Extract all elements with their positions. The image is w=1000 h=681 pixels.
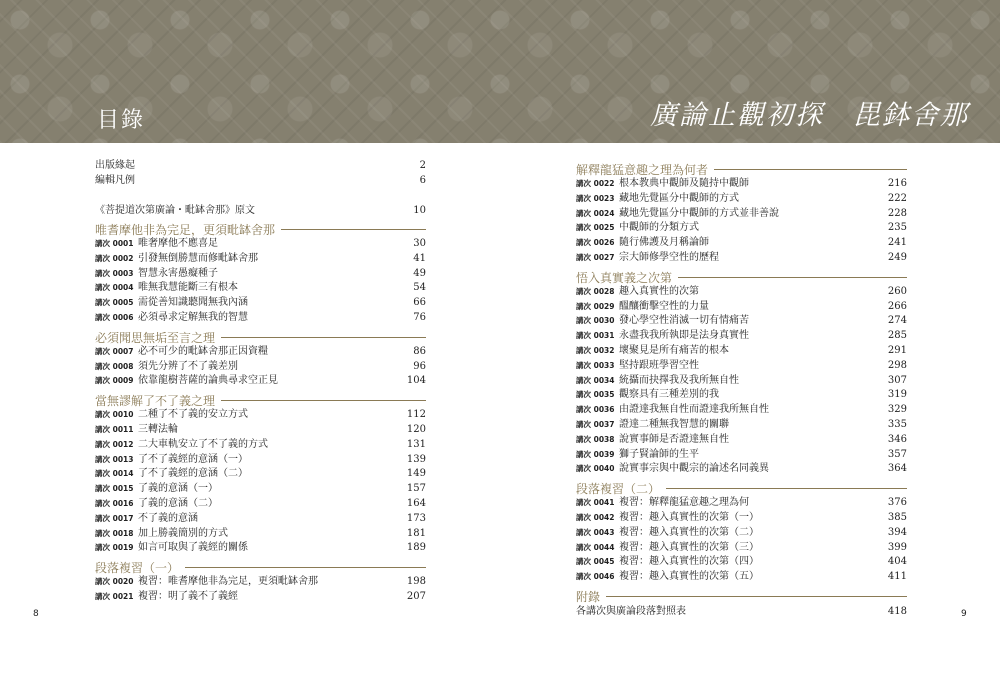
entry-page: 235	[887, 222, 907, 234]
entry-title: 複習：趣入真實性的次第（三）	[619, 541, 759, 553]
toc-entry[interactable]	[95, 438, 426, 453]
toc-entry[interactable]	[576, 314, 907, 329]
front-item-page: 2	[419, 160, 426, 171]
entry-title: 統攝而抉擇我及我所無自性	[619, 374, 739, 386]
toc-entry[interactable]	[95, 527, 426, 542]
toc-entry[interactable]	[95, 590, 426, 605]
toc-entry[interactable]	[95, 423, 426, 438]
toc-entry[interactable]	[576, 511, 907, 526]
entry-number: 講次 0036	[576, 405, 615, 415]
entry-page: 291	[887, 344, 907, 356]
toc-title: 目錄	[97, 108, 146, 133]
entry-title: 藏地先覺區分中觀師的方式並非善說	[619, 207, 779, 219]
entry-title: 了義的意涵（二）	[138, 497, 218, 509]
section-title: 段落複習（二）	[576, 482, 666, 496]
header-banner	[0, 0, 1000, 143]
front-item[interactable]	[95, 158, 426, 173]
toc-entry[interactable]	[576, 177, 907, 192]
entry-number: 講次 0013	[95, 454, 134, 464]
entry-number: 講次 0014	[95, 469, 134, 479]
entry-page: 329	[887, 404, 907, 416]
entry-number: 講次 0006	[95, 312, 134, 322]
entry-number: 講次 0023	[576, 193, 615, 203]
toc-entry[interactable]	[576, 329, 907, 344]
entry-number: 講次 0029	[576, 301, 615, 311]
left-toc-column	[95, 158, 426, 605]
entry-number: 講次 0034	[576, 375, 615, 385]
section-title: 唯耆摩他非為完足，更須毗缽舍那	[95, 223, 281, 237]
entry-page: 173	[406, 512, 426, 524]
toc-entry[interactable]	[95, 296, 426, 311]
entry-title: 了義的意涵（一）	[138, 483, 218, 495]
entry-page: 364	[887, 463, 907, 475]
toc-entry[interactable]	[95, 541, 426, 556]
section-title: 段落複習（一）	[95, 561, 185, 575]
toc-entry[interactable]	[576, 526, 907, 541]
entry-page: 76	[413, 311, 426, 323]
entry-number: 講次 0025	[576, 223, 615, 233]
entry-title: 壞聚見是所有痛苦的根本	[619, 344, 729, 356]
toc-entry[interactable]	[576, 541, 907, 556]
section-heading	[95, 390, 426, 408]
entry-number: 講次 0041	[576, 498, 615, 508]
entry-number: 講次 0017	[95, 513, 134, 523]
toc-entry[interactable]	[95, 360, 426, 375]
entry-page: 149	[406, 468, 426, 480]
entry-page: 49	[413, 267, 426, 279]
entry-title: 依靠龍樹菩薩的論典尋求空正見	[138, 375, 278, 387]
toc-entry[interactable]	[576, 359, 907, 374]
entry-title: 了不了義經的意涵（一）	[138, 453, 248, 465]
toc-entry[interactable]	[576, 221, 907, 236]
calligraphy-title: 廣論止觀初探 毘鉢舍那	[650, 100, 969, 131]
toc-entry[interactable]	[95, 408, 426, 423]
entry-title: 複習：趣入真實性的次第（一）	[619, 511, 759, 523]
toc-entry[interactable]	[95, 281, 426, 296]
entry-number: 講次 0031	[576, 331, 615, 341]
entry-title: 觀察具有三種差別的我	[619, 389, 719, 401]
entry-number: 講次 0018	[95, 528, 134, 538]
entry-title: 不了義的意涵	[138, 512, 198, 524]
section-heading	[576, 586, 907, 604]
entry-number: 講次 0045	[576, 557, 615, 567]
entry-number: 講次 0037	[576, 419, 615, 429]
section-title: 當無謬解了不了義之理	[95, 394, 221, 408]
entry-title: 複習：解釋龍猛意趣之理為何	[619, 497, 749, 509]
toc-entry[interactable]	[95, 374, 426, 389]
toc-entry[interactable]	[95, 467, 426, 482]
entry-title: 必須尋求定解無我的智慧	[138, 311, 248, 323]
entry-page: 319	[887, 389, 907, 401]
toc-entry[interactable]	[95, 512, 426, 527]
entry-title: 複習：明了義不了義經	[138, 590, 238, 602]
toc-entry[interactable]	[576, 192, 907, 207]
entry-page: 189	[406, 542, 426, 554]
entry-title: 說實事宗與中觀宗的論述名同義異	[619, 463, 769, 475]
toc-entry[interactable]	[576, 344, 907, 359]
toc-entry[interactable]	[95, 267, 426, 282]
entry-page: 139	[406, 453, 426, 465]
toc-entry[interactable]	[576, 207, 907, 222]
entry-page: 285	[887, 330, 907, 342]
right-sections	[576, 159, 907, 604]
entry-page: 86	[413, 345, 426, 357]
section-heading	[95, 327, 426, 345]
entry-page: 241	[887, 237, 907, 249]
section-rule	[576, 596, 907, 597]
entry-page: 376	[887, 497, 907, 509]
entry-page: 260	[887, 285, 907, 297]
page-number-right: 9	[961, 609, 967, 619]
entry-number: 講次 0042	[576, 512, 615, 522]
entry-number: 講次 0039	[576, 449, 615, 459]
entry-page: 385	[887, 511, 907, 523]
entry-number: 講次 0005	[95, 298, 134, 308]
toc-entry[interactable]	[95, 575, 426, 590]
entry-page: 399	[887, 541, 907, 553]
entry-number: 講次 0026	[576, 238, 615, 248]
front-item-title: 編輯凡例	[95, 175, 135, 186]
entry-title: 醞釀衝擊空性的力量	[619, 300, 709, 312]
entry-number: 講次 0003	[95, 268, 134, 278]
section-heading	[576, 478, 907, 496]
entry-title: 藏地先覺區分中觀師的方式	[619, 192, 739, 204]
entry-number: 講次 0009	[95, 376, 134, 386]
entry-page: 274	[887, 315, 907, 327]
toc-entry[interactable]	[576, 418, 907, 433]
entry-page: 411	[887, 571, 907, 583]
toc-entry[interactable]	[95, 252, 426, 267]
entry-title: 宗大師修學空性的歷程	[619, 251, 719, 263]
entry-title: 證達二種無我智慧的關聯	[619, 418, 729, 430]
toc-entry[interactable]	[576, 374, 907, 389]
section-heading	[95, 557, 426, 575]
toc-entry[interactable]	[576, 433, 907, 448]
left-sections	[95, 219, 426, 605]
entry-number: 講次 0024	[576, 208, 615, 218]
entry-number: 講次 0020	[95, 577, 134, 587]
toc-entry[interactable]	[95, 345, 426, 360]
entry-title: 引發無倒勝慧而修毗缽舍那	[138, 252, 258, 264]
section-title: 悟入真實義之次第	[576, 271, 678, 285]
entry-title: 二種了不了義的安立方式	[138, 409, 248, 421]
toc-entry[interactable]	[576, 285, 907, 300]
section-title: 附錄	[576, 590, 606, 604]
entry-page: 357	[887, 448, 907, 460]
entry-number: 講次 0033	[576, 360, 615, 370]
toc-entry[interactable]	[576, 555, 907, 570]
entry-page: 335	[887, 418, 907, 430]
entry-title: 須先分辨了不了義差別	[138, 360, 238, 372]
entry-number: 講次 0010	[95, 410, 134, 420]
page-number-left: 8	[33, 609, 39, 619]
toc-entry[interactable]	[576, 403, 907, 418]
entry-title: 加上勝義簡別的方式	[138, 527, 228, 539]
entry-title: 如言可取與了義經的關係	[138, 542, 248, 554]
appendix-item-title: 各講次與廣論段落對照表	[576, 605, 686, 617]
toc-entry[interactable]	[576, 448, 907, 463]
entry-page: 198	[406, 576, 426, 588]
toc-entry[interactable]	[576, 236, 907, 251]
entry-number: 講次 0002	[95, 253, 134, 263]
entry-title: 複習：唯耆摩他非為完足，更須毗缽舍那	[138, 576, 318, 588]
entry-page: 54	[413, 282, 426, 294]
entry-title: 說實事師是否證達無自性	[619, 433, 729, 445]
toc-entry[interactable]	[576, 300, 907, 315]
front-item-title: 出版緣起	[95, 160, 135, 171]
toc-entry[interactable]	[95, 311, 426, 326]
original-text-item[interactable]	[95, 203, 426, 218]
entry-title: 必不可少的毗缽舍那正因資糧	[138, 345, 268, 357]
entry-number: 講次 0001	[95, 239, 134, 248]
section-heading	[95, 219, 426, 237]
entry-page: 404	[887, 556, 907, 568]
toc-entry[interactable]	[95, 453, 426, 468]
original-text-title: 《菩提道次第廣論・毗缽舍那》原文	[95, 205, 255, 216]
entry-number: 講次 0032	[576, 345, 615, 355]
section-heading	[576, 159, 907, 177]
entry-number: 講次 0011	[95, 424, 134, 434]
entry-number: 講次 0038	[576, 434, 615, 444]
entry-number: 講次 0027	[576, 252, 615, 262]
entry-number: 講次 0022	[576, 179, 615, 188]
entry-page: 112	[406, 409, 426, 421]
appendix-item[interactable]	[576, 604, 907, 619]
original-text-page: 10	[413, 205, 426, 216]
entry-page: 157	[406, 483, 426, 495]
entry-number: 講次 0004	[95, 283, 134, 293]
entry-page: 207	[406, 590, 426, 602]
entry-title: 趣入真實性的次第	[619, 285, 699, 297]
entry-number: 講次 0040	[576, 464, 615, 474]
entry-title: 唯奢摩他不應喜足	[138, 238, 218, 249]
entry-number: 講次 0019	[95, 543, 134, 553]
entry-number: 講次 0044	[576, 542, 615, 552]
entry-title: 隨行佛護及月稱論師	[619, 237, 709, 249]
entry-title: 發心學空性消滅一切有情痛苦	[619, 315, 749, 327]
entry-number: 講次 0030	[576, 316, 615, 326]
entry-number: 講次 0046	[576, 572, 615, 582]
entry-page: 96	[413, 360, 426, 372]
section-heading	[576, 267, 907, 285]
entry-title: 複習：趣入真實性的次第（四）	[619, 556, 759, 568]
entry-page: 346	[887, 433, 907, 445]
entry-number: 講次 0015	[95, 484, 134, 494]
entry-title: 永盡我我所執即是法身真實性	[619, 330, 749, 342]
entry-title: 獅子賢論師的生平	[619, 448, 699, 460]
entry-number: 講次 0028	[576, 286, 615, 296]
entry-number: 講次 0035	[576, 390, 615, 400]
entry-page: 249	[887, 251, 907, 263]
entry-title: 智慧永害愚癡種子	[138, 267, 218, 279]
entry-page: 66	[413, 297, 426, 309]
front-item[interactable]	[95, 173, 426, 188]
entry-page: 222	[887, 192, 907, 204]
toc-entry[interactable]	[576, 462, 907, 477]
toc-entry[interactable]	[576, 496, 907, 511]
entry-page: 104	[406, 375, 426, 387]
entry-number: 講次 0012	[95, 439, 134, 449]
entry-title: 唯無我慧能斷三有根本	[138, 282, 238, 294]
appendix-item-page: 418	[887, 605, 907, 617]
entry-number: 講次 0007	[95, 346, 134, 356]
entry-page: 30	[413, 238, 426, 249]
right-toc-column	[576, 158, 907, 619]
entry-title: 三轉法輪	[138, 423, 178, 435]
entry-page: 266	[887, 300, 907, 312]
entry-page: 120	[406, 423, 426, 435]
front-item-page: 6	[419, 175, 426, 186]
entry-number: 講次 0008	[95, 361, 134, 371]
entry-title: 了不了義經的意涵（二）	[138, 468, 248, 480]
entry-title: 需從善知識聽聞無我內涵	[138, 297, 248, 309]
entry-number: 講次 0021	[95, 591, 134, 601]
entry-title: 二大車軌安立了不了義的方式	[138, 438, 268, 450]
toc-entry[interactable]	[576, 388, 907, 403]
entry-page: 181	[406, 527, 426, 539]
toc-entry[interactable]	[95, 237, 426, 252]
entry-page: 131	[406, 438, 426, 450]
toc-entry[interactable]	[95, 482, 426, 497]
entry-title: 根本教典中觀師及隨持中觀師	[619, 178, 749, 189]
entry-page: 307	[887, 374, 907, 386]
toc-entry[interactable]	[576, 251, 907, 266]
entry-page: 41	[413, 252, 426, 264]
entry-title: 複習：趣入真實性的次第（五）	[619, 571, 759, 583]
entry-page: 298	[887, 359, 907, 371]
section-title: 必須聞思無垢至言之理	[95, 331, 221, 345]
entry-page: 228	[887, 207, 907, 219]
entry-title: 堅持跟班學習空性	[619, 359, 699, 371]
entry-page: 216	[887, 178, 907, 189]
toc-entry[interactable]	[95, 497, 426, 512]
entry-title: 由證達我無自性而證達我所無自性	[619, 404, 769, 416]
entry-title: 複習：趣入真實性的次第（二）	[619, 526, 759, 538]
toc-entry[interactable]	[576, 570, 907, 585]
entry-page: 164	[406, 497, 426, 509]
entry-number: 講次 0016	[95, 498, 134, 508]
entry-title: 中觀師的分類方式	[619, 222, 699, 234]
entry-number: 講次 0043	[576, 527, 615, 537]
entry-page: 394	[887, 526, 907, 538]
section-title: 解釋龍猛意趣之理為何者	[576, 163, 714, 177]
